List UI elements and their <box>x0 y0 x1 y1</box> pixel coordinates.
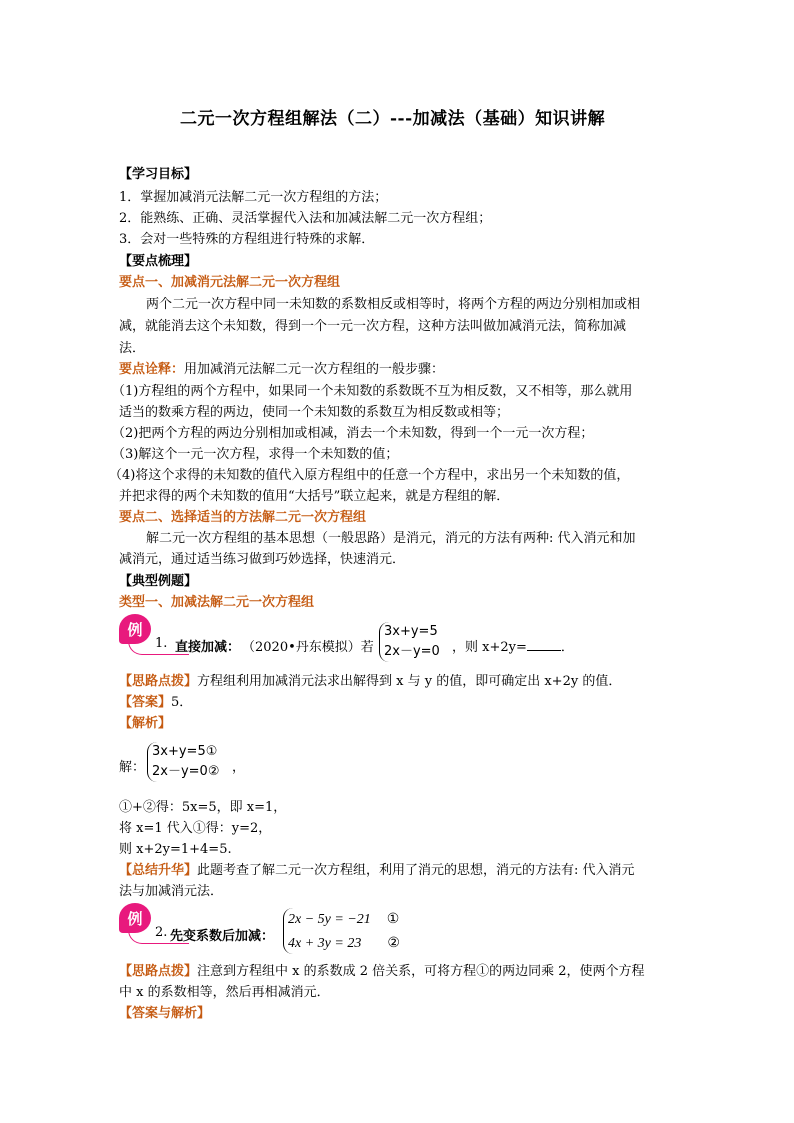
ex2-system <box>283 908 400 954</box>
example-badge-2: 例 <box>119 903 151 933</box>
step-line-1: （1)方程组的两个方程中，如果同一个未知数的系数既不互为相反数，又不相等，那么就用 <box>112 384 633 399</box>
step-line-5: （4)将这个求得的未知数的值代入原方程组中的任意一个方程中，求出另一个未知数的值， <box>109 468 630 483</box>
point1-line-3: 法． <box>119 341 146 356</box>
points-header: 【要点梳理】 <box>119 254 198 269</box>
ex1-answer <box>119 692 192 713</box>
ex1-eq2: 2x－y=0 <box>384 644 440 659</box>
ex1-summary-2: 法与加减消元法． <box>119 884 224 899</box>
ex2-number: 2. <box>155 925 168 940</box>
goal-item-3: 3．会对一些特殊的方程组进行特殊的求解． <box>119 232 375 247</box>
goals-header: 【学习目标】 <box>119 167 198 182</box>
page-title: 二元一次方程组解法（二）---加减法（基础）知识讲解 <box>180 109 606 129</box>
goal-item-2: 2．能熟练、正确、灵活掌握代入法和加减法解二元一次方程组； <box>119 211 492 226</box>
ex2-eq1-mark: ① <box>386 912 400 927</box>
ex2-eq2-mark: ② <box>387 936 400 951</box>
step-line-2: 适当的数乘方程的两边，使同一个未知数的系数互为相反数或相等； <box>119 405 510 420</box>
ex1-question-text: ，则 x+2y= <box>452 640 527 655</box>
ex2-eq1-text: 2x − 5y = −21 <box>288 912 371 927</box>
point2-line-2: 减消元，通过适当练习做到巧妙选择，快速消元． <box>119 552 406 567</box>
examples-header: 【典型例题】 <box>119 574 198 589</box>
ex1-answer-blank <box>527 638 561 651</box>
ex1-system <box>379 622 440 662</box>
ex1-sol-line-1: ①+②得：5x=5，即 x=1， <box>119 800 287 815</box>
ex2-label: 先变系数后加减： <box>170 929 275 944</box>
ex1-sol-line-3: 则 x+2y=1+4=5. <box>119 842 232 857</box>
ex1-sol-comma: ， <box>232 760 246 775</box>
ex1-sol-eq2: 2x－y=0② <box>152 764 220 779</box>
ex1-answer-value: 5． <box>171 695 193 710</box>
ex1-hint <box>119 671 621 692</box>
ex1-sol-eq1: 3x+y=5① <box>152 744 218 759</box>
ex1-sol-system <box>147 742 219 782</box>
note-line <box>119 359 444 380</box>
ex2-hint-2: 中 x 的系数相等，然后再相减消元． <box>119 985 330 1000</box>
ex2-eq2-text: 4x + 3y = 23 <box>288 936 362 951</box>
ex1-sol-line-2: 将 x=1 代入①得：y=2， <box>119 821 272 836</box>
point1-line-1: 两个二元一次方程中同一未知数的系数相反或相等时，将两个方程的两边分别相加或相 <box>146 297 641 312</box>
goal-item-1: 1．掌握加减消元法解二元一次方程组的方法； <box>119 190 388 205</box>
step-line-3: （2)把两个方程的两边分别相加或相减，消去一个未知数，得到一个一元一次方程； <box>112 426 594 441</box>
point1-line-2: 减，就能消去这个未知数，得到一个一元一次方程，这种方法叫做加减消元法，简称加减 <box>119 319 627 334</box>
point2-title: 要点二、选择适当的方法解二元一次方程组 <box>119 510 367 525</box>
ex2-eq2 <box>288 934 400 954</box>
ex1-analysis-label: 【解析】 <box>119 716 172 731</box>
ex1-number: 1. <box>155 636 168 651</box>
ex1-summary-label: 【总结升华】 <box>119 863 198 878</box>
ex2-hint-text: 注意到方程组中 x 的系数成 2 倍关系，可将方程①的两边同乘 2，使两个方程 <box>197 964 645 979</box>
step-line-6: 并把求得的两个未知数的值用“大括号”联立起来，就是方程组的解． <box>119 489 510 504</box>
ex1-period: ． <box>560 640 574 655</box>
ex1-sol-prefix: 解： <box>119 760 146 775</box>
ex2-hint-1 <box>119 961 645 982</box>
ex1-hint-text: 方程组利用加减消元法求出解得到 x 与 y 的值，即可确定出 x+2y 的值． <box>197 674 622 689</box>
ex1-summary-1 <box>119 860 635 881</box>
ex2-hint-label: 【思路点拨】 <box>119 964 198 979</box>
point1-title: 要点一、加减消元法解二元一次方程组 <box>119 275 341 290</box>
ex1-answer-label: 【答案】 <box>119 695 172 710</box>
point2-line-1: 解二元一次方程组的基本思想（一般思路）是消元，消元的方法有两种: 代入消元和加 <box>146 531 636 546</box>
ex1-hint-label: 【思路点拨】 <box>119 674 198 689</box>
note-text: 用加减消元法解二元一次方程组的一般步骤： <box>184 362 445 377</box>
ex1-summary-text: 此题考查了解二元一次方程组，利用了消元的思想，消元的方法有: 代入消元 <box>197 863 635 878</box>
example-badge-1: 例 <box>119 614 151 644</box>
ex1-label: 直接加减： <box>175 640 241 655</box>
type1-title: 类型一、加减法解二元一次方程组 <box>119 595 315 610</box>
ex2-answer-label: 【答案与解析】 <box>119 1006 211 1021</box>
ex1-eq1: 3x+y=5 <box>384 624 438 639</box>
ex1-question <box>452 636 574 655</box>
step-line-4: （3)解这个一元一次方程，求得一个未知数的值； <box>112 447 399 462</box>
note-label: 要点诠释： <box>119 362 185 377</box>
ex2-eq1 <box>288 910 400 934</box>
ex1-source: （2020•丹东模拟）若 <box>242 640 374 655</box>
